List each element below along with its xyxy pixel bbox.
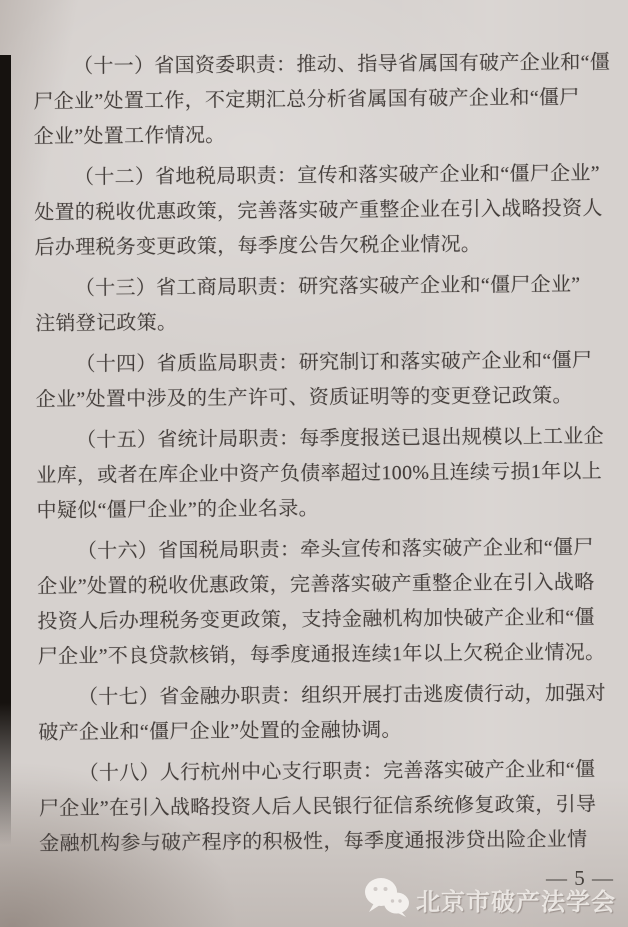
paragraph-item-14 bbox=[35, 343, 608, 417]
paragraph-item-17 bbox=[38, 676, 611, 750]
paragraph-item-11 bbox=[33, 46, 611, 155]
text-line: （十六）省国税局职责：牵头宣传和落实破产企业和“僵尸 bbox=[76, 536, 594, 563]
text-line: （十一）省国资委职责：推动、指导省属国有破产企业和“僵 bbox=[73, 51, 611, 78]
text-line: 金融机构参与破产程序的积极性，每季度通报涉贷出险企业情 bbox=[39, 828, 588, 855]
text-line: （十二）省地税局职责：宣传和落实破产企业和“僵尸企业” bbox=[73, 162, 600, 189]
text-line: 企业”处置工作情况。 bbox=[33, 124, 226, 148]
text-line: 尸企业”在引入战略投资人后人民银行征信系统修复政策，引导 bbox=[38, 793, 597, 820]
text-line: 注销登记政策。 bbox=[35, 311, 178, 335]
text-line: （十五）省统计局职责：每季度报送已退出规模以上工业企 bbox=[75, 425, 604, 452]
wechat-icon bbox=[364, 876, 410, 923]
text-line: 后办理税务变更政策，每季度公告欠税企业情况。 bbox=[34, 233, 482, 259]
text-line: （十三）省工商局职责：研究落实破产企业和“僵尸企业” bbox=[74, 273, 581, 300]
text-line: 尸企业”不良贷款核销，每季度通报连续1年以上欠税企业情况。 bbox=[37, 641, 606, 668]
paragraph-item-15 bbox=[36, 419, 609, 528]
text-line: （十七）省金融办职责：组织开展打击逃废债行动，加强对 bbox=[78, 682, 606, 709]
text-line: 业库，或者在库企业中资产负债率超过100%且连续亏损1年以上 bbox=[36, 460, 603, 487]
text-line: 投资人后办理税务变更政策，支持金融机构加快破产企业和“僵 bbox=[37, 606, 595, 633]
paragraph-item-18 bbox=[39, 752, 612, 861]
text-line: 处置的税收优惠政策，完善落实破产重整企业在引入战略投资人 bbox=[34, 197, 603, 224]
document-body bbox=[33, 46, 611, 868]
watermark-text: 北京市破产法学会 bbox=[416, 890, 616, 916]
paragraph-item-16 bbox=[37, 530, 610, 674]
text-line: 企业”处置的税收优惠政策，完善落实破产重整企业在引入战略 bbox=[37, 571, 595, 598]
text-line: 尸企业”处置工作，不定期汇总分析省属国有破产企业和“僵尸 bbox=[33, 86, 580, 113]
text-line: 破产企业和“僵尸企业”处置的金融协调。 bbox=[38, 719, 402, 744]
page-number: — 5 — bbox=[546, 866, 614, 890]
scan-edge-strip bbox=[0, 55, 11, 845]
watermark bbox=[364, 876, 616, 923]
paragraph-item-13 bbox=[35, 268, 608, 342]
text-line: 中疑似“僵尸企业”的企业名录。 bbox=[36, 497, 319, 522]
text-line: 企业”处置中涉及的生产许可、资质证明等的变更登记政策。 bbox=[35, 384, 573, 411]
paragraph-item-12 bbox=[34, 157, 607, 266]
text-line: （十八）人行杭州中心支行职责：完善落实破产企业和“僵 bbox=[78, 758, 596, 785]
text-line: （十四）省质监局职责：研究制订和落实破产企业和“僵尸 bbox=[75, 349, 593, 376]
